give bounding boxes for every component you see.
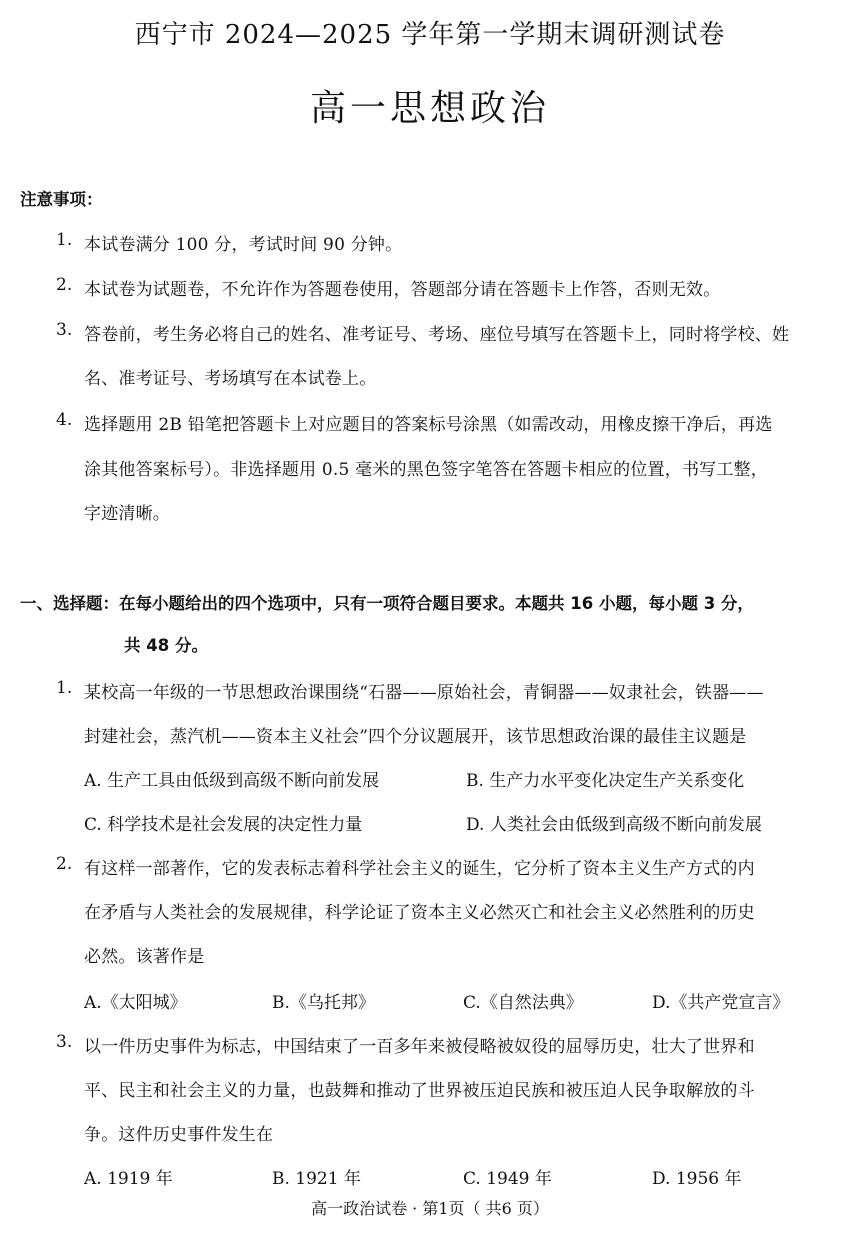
note-number: 2. — [56, 275, 73, 295]
question-line: 在矛盾与人类社会的发展规律，科学论证了资本主义必然灭亡和社会主义必然胜利的历史 — [84, 903, 755, 923]
note-line: 涂其他答案标号）。非选择题用 0.5 毫米的黑色签字笔答在答题卡相应的位置，书写工整， — [84, 460, 768, 480]
note-line: 名、准考证号、考场填写在本试卷上。 — [84, 369, 377, 389]
option-a: A. 1919 年 — [84, 1169, 173, 1189]
note-line: 选择题用 2B 铅笔把答题卡上对应题目的答案标号涂黑（如需改动，用橡皮擦干净后，再选 — [84, 415, 773, 435]
option-c: C. 1949 年 — [463, 1169, 552, 1189]
section-heading: 一、选择题：在每小题给出的四个选项中，只有一项符合题目要求。本题共 16 小题，每小题 3 分， — [20, 594, 754, 613]
note-number: 3. — [56, 320, 73, 340]
page-footer: 高一政治试卷 · 第1页（ 共6 页） — [311, 1199, 549, 1218]
option-b: B.《乌托邦》 — [272, 993, 375, 1013]
exam-title: 西宁市 2024—2025 学年第一学期末调研测试卷 — [134, 20, 726, 50]
option-b: B. 1921 年 — [272, 1169, 361, 1189]
question-line: 以一件历史事件为标志，中国结束了一百多年来被侵略被奴役的屈辱历史，壮大了世界和 — [84, 1037, 755, 1057]
note-line: 本试卷为试题卷，不允许作为答题卷使用，答题部分请在答题卡上作答，否则无效。 — [84, 280, 721, 300]
section-heading-cont: 共 48 分。 — [124, 636, 208, 655]
question-line: 平、民主和社会主义的力量，也鼓舞和推动了世界被压迫民族和被压迫人民争取解放的斗 — [84, 1081, 755, 1101]
question-line: 封建社会，蒸汽机——资本主义社会”四个分议题展开，该节思想政治课的最佳主议题是 — [84, 727, 747, 747]
note-line: 本试卷满分 100 分，考试时间 90 分钟。 — [84, 235, 403, 255]
option-b: B. 生产力水平变化决定生产关系变化 — [466, 771, 745, 791]
option-a: A.《太阳城》 — [84, 993, 187, 1013]
question-line: 某校高一年级的一节思想政治课围绕“石器——原始社会，青铜器——奴隶社会，铁器—— — [84, 683, 764, 703]
notes-heading: 注意事项： — [20, 190, 103, 209]
question-line: 有这样一部著作，它的发表标志着科学社会主义的诞生，它分析了资本主义生产方式的内 — [84, 859, 755, 879]
option-c: C. 科学技术是社会发展的决定性力量 — [84, 815, 363, 835]
question-line: 争。这件历史事件发生在 — [84, 1125, 274, 1145]
note-number: 1. — [56, 230, 73, 250]
option-c: C.《自然法典》 — [463, 993, 583, 1013]
question-number: 3. — [56, 1032, 73, 1052]
note-number: 4. — [56, 410, 73, 430]
option-a: A. 生产工具由低级到高级不断向前发展 — [84, 771, 380, 791]
question-number: 2. — [56, 854, 73, 874]
option-d: D. 1956 年 — [652, 1169, 742, 1189]
question-number: 1. — [56, 678, 73, 698]
option-d: D. 人类社会由低级到高级不断向前发展 — [466, 815, 762, 835]
note-line: 答卷前，考生务必将自己的姓名、准考证号、考场、座位号填写在答题卡上，同时将学校、姓 — [84, 325, 790, 345]
option-d: D.《共产党宣言》 — [652, 993, 790, 1013]
subject-title: 高一思想政治 — [309, 88, 550, 129]
question-line: 必然。该著作是 — [84, 947, 205, 967]
note-line: 字迹清晰。 — [84, 504, 170, 524]
